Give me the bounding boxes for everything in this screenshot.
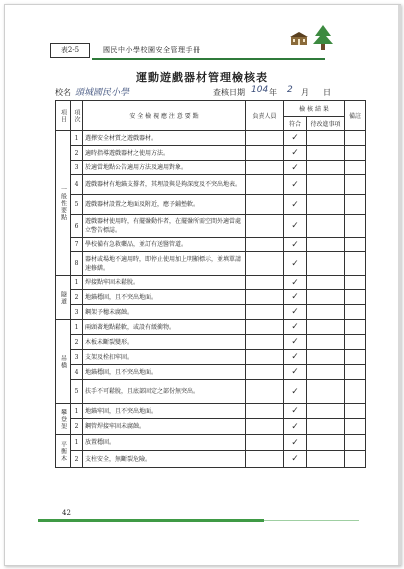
row-owner-cell[interactable] bbox=[246, 404, 284, 419]
row-owner-cell[interactable] bbox=[246, 195, 284, 215]
row-owner-cell[interactable] bbox=[246, 380, 284, 404]
row-owner-cell[interactable] bbox=[246, 215, 284, 238]
row-number: 8 bbox=[71, 252, 83, 276]
row-number: 4 bbox=[71, 365, 83, 380]
header-owner: 負責人員 bbox=[246, 101, 284, 131]
document-title: 運動遊戲器材管理檢核表 bbox=[136, 71, 268, 84]
pass-checkmark[interactable]: ✓ bbox=[284, 276, 307, 290]
pass-checkmark[interactable]: ✓ bbox=[284, 380, 307, 404]
improve-cell[interactable] bbox=[307, 380, 345, 404]
table-row bbox=[56, 215, 366, 238]
page-edge-shadow bbox=[398, 5, 401, 565]
table-row bbox=[56, 195, 366, 215]
row-owner-cell[interactable] bbox=[246, 435, 284, 451]
table-row bbox=[56, 305, 366, 320]
row-description: 支架及栓扣牢固。 bbox=[83, 350, 246, 365]
row-description: 扶手不可鬆脫，且底部固定之部份無突出。 bbox=[83, 380, 246, 404]
header-item: 項目 bbox=[56, 101, 71, 131]
row-owner-cell[interactable] bbox=[246, 146, 284, 161]
improve-cell[interactable] bbox=[307, 131, 345, 146]
header-improve: 待改進事項 bbox=[307, 117, 345, 131]
row-number: 1 bbox=[71, 131, 83, 146]
pass-checkmark[interactable]: ✓ bbox=[284, 175, 307, 195]
pass-checkmark[interactable]: ✓ bbox=[284, 435, 307, 451]
remark-cell[interactable] bbox=[345, 175, 366, 195]
table-row bbox=[56, 350, 366, 365]
row-description: 地錨牢固，且不突出地面。 bbox=[83, 404, 246, 419]
remark-cell[interactable] bbox=[345, 305, 366, 320]
pass-checkmark[interactable]: ✓ bbox=[284, 419, 307, 435]
row-number: 6 bbox=[71, 215, 83, 238]
remark-cell[interactable] bbox=[345, 419, 366, 435]
row-description: 遊戲器材使用時，有擺盪動作者，在擺盪所需空間外適當處立警告標誌。 bbox=[83, 215, 246, 238]
remark-cell[interactable] bbox=[345, 451, 366, 468]
month-label: 月 bbox=[301, 88, 309, 97]
remark-cell[interactable] bbox=[345, 320, 366, 335]
table-row bbox=[56, 435, 366, 451]
row-owner-cell[interactable] bbox=[246, 305, 284, 320]
table-row bbox=[56, 404, 366, 419]
row-number: 2 bbox=[71, 146, 83, 161]
remark-cell[interactable] bbox=[345, 335, 366, 350]
form-header-line bbox=[55, 85, 355, 99]
tree-icon bbox=[312, 25, 334, 51]
improve-cell[interactable] bbox=[307, 350, 345, 365]
pass-checkmark[interactable]: ✓ bbox=[284, 350, 307, 365]
remark-cell[interactable] bbox=[345, 350, 366, 365]
row-owner-cell[interactable] bbox=[246, 320, 284, 335]
improve-cell[interactable] bbox=[307, 175, 345, 195]
row-owner-cell[interactable] bbox=[246, 131, 284, 146]
row-number: 5 bbox=[71, 195, 83, 215]
remark-cell[interactable] bbox=[345, 195, 366, 215]
header-result: 檢 核 結 果 bbox=[284, 101, 345, 117]
improve-cell[interactable] bbox=[307, 419, 345, 435]
row-number: 1 bbox=[71, 435, 83, 451]
pass-checkmark[interactable]: ✓ bbox=[284, 161, 307, 175]
table-row bbox=[56, 451, 366, 468]
header-no: 項次 bbox=[71, 101, 83, 131]
group-label: 吊橋 bbox=[56, 320, 71, 404]
row-owner-cell[interactable] bbox=[246, 161, 284, 175]
table-row bbox=[56, 238, 366, 252]
row-number: 1 bbox=[71, 276, 83, 290]
row-number: 1 bbox=[71, 320, 83, 335]
table-tag: 表2-5 bbox=[50, 43, 90, 58]
pass-checkmark[interactable]: ✓ bbox=[284, 238, 307, 252]
improve-cell[interactable] bbox=[307, 238, 345, 252]
row-description: 支柱安全，無斷裂危險。 bbox=[83, 451, 246, 468]
improve-cell[interactable] bbox=[307, 404, 345, 419]
row-description: 學校備有急救藥品，並訂有送醫管道。 bbox=[83, 238, 246, 252]
group-label: 攀登架 bbox=[56, 404, 71, 435]
remark-cell[interactable] bbox=[345, 276, 366, 290]
row-owner-cell[interactable] bbox=[246, 451, 284, 468]
remark-cell[interactable] bbox=[345, 131, 366, 146]
improve-cell[interactable] bbox=[307, 320, 345, 335]
row-description: 兩頭著地點鬆軟，或設有緩衝物。 bbox=[83, 320, 246, 335]
remark-cell[interactable] bbox=[345, 238, 366, 252]
pass-checkmark[interactable]: ✓ bbox=[284, 320, 307, 335]
school-building-icon bbox=[290, 32, 308, 46]
pass-checkmark[interactable]: ✓ bbox=[284, 131, 307, 146]
row-number: 4 bbox=[71, 175, 83, 195]
day-label: 日 bbox=[323, 88, 331, 97]
header-points: 安 全 檢 視 應 注 意 要 點 bbox=[83, 101, 246, 131]
header-pass: 符合 bbox=[284, 117, 307, 131]
row-number: 3 bbox=[71, 350, 83, 365]
table-row bbox=[56, 161, 366, 175]
improve-cell[interactable] bbox=[307, 290, 345, 305]
pass-checkmark[interactable]: ✓ bbox=[284, 146, 307, 161]
improve-cell[interactable] bbox=[307, 252, 345, 276]
improve-cell[interactable] bbox=[307, 195, 345, 215]
row-owner-cell[interactable] bbox=[246, 238, 284, 252]
remark-cell[interactable] bbox=[345, 252, 366, 276]
pass-checkmark[interactable]: ✓ bbox=[284, 195, 307, 215]
pass-checkmark[interactable]: ✓ bbox=[284, 252, 307, 276]
improve-cell[interactable] bbox=[307, 215, 345, 238]
remark-cell[interactable] bbox=[345, 365, 366, 380]
row-description: 於適當地點公告適用方法及適用對象。 bbox=[83, 161, 246, 175]
row-owner-cell[interactable] bbox=[246, 175, 284, 195]
group-label: 一般性要點 bbox=[56, 131, 71, 276]
row-description: 鋼管焊接牢固未腐蝕。 bbox=[83, 419, 246, 435]
improve-cell[interactable] bbox=[307, 365, 345, 380]
row-description: 放置穩固。 bbox=[83, 435, 246, 451]
row-owner-cell[interactable] bbox=[246, 290, 284, 305]
row-description: 器材或場地不適用時，即停止使用加上明顯標示，並填單請速修繕。 bbox=[83, 252, 246, 276]
table-row bbox=[56, 320, 366, 335]
group-label: 平衡木 bbox=[56, 435, 71, 468]
improve-cell[interactable] bbox=[307, 451, 345, 468]
inspection-table bbox=[55, 100, 366, 468]
remark-cell[interactable] bbox=[345, 404, 366, 419]
footer-rule bbox=[38, 519, 264, 522]
table-row bbox=[56, 146, 366, 161]
row-description: 選擇安全材質之遊戲器材。 bbox=[83, 131, 246, 146]
table-row bbox=[56, 419, 366, 435]
row-owner-cell[interactable] bbox=[246, 365, 284, 380]
school-label: 校名 bbox=[55, 88, 71, 97]
table-row bbox=[56, 365, 366, 380]
row-description: 遊戲器材有地錨支撐者，其埋設與是夠深度及不突出地表。 bbox=[83, 175, 246, 195]
pass-checkmark[interactable]: ✓ bbox=[284, 451, 307, 468]
year-handwritten: 104 bbox=[251, 85, 269, 95]
row-number: 3 bbox=[71, 161, 83, 175]
improve-cell[interactable] bbox=[307, 305, 345, 320]
row-owner-cell[interactable] bbox=[246, 350, 284, 365]
remark-cell[interactable] bbox=[345, 435, 366, 451]
manual-title: 國民中小學校園安全管理手冊 bbox=[103, 46, 201, 54]
pass-checkmark[interactable]: ✓ bbox=[284, 404, 307, 419]
date-label: 查核日期 bbox=[213, 88, 245, 97]
row-owner-cell[interactable] bbox=[246, 335, 284, 350]
pass-checkmark[interactable]: ✓ bbox=[284, 335, 307, 350]
row-owner-cell[interactable] bbox=[246, 252, 284, 276]
row-description: 適時指導遊戲器材之使用方法。 bbox=[83, 146, 246, 161]
row-number: 3 bbox=[71, 305, 83, 320]
pass-checkmark[interactable]: ✓ bbox=[284, 215, 307, 238]
row-number: 2 bbox=[71, 335, 83, 350]
improve-cell[interactable] bbox=[307, 146, 345, 161]
row-number: 7 bbox=[71, 238, 83, 252]
row-number: 2 bbox=[71, 419, 83, 435]
header-rule bbox=[92, 58, 325, 60]
table-row bbox=[56, 252, 366, 276]
pass-checkmark[interactable]: ✓ bbox=[284, 305, 307, 320]
row-number: 1 bbox=[71, 404, 83, 419]
header-remark: 備註 bbox=[345, 101, 366, 131]
row-description: 地錨穩固，且不突出地面。 bbox=[83, 290, 246, 305]
table-row bbox=[56, 290, 366, 305]
remark-cell[interactable] bbox=[345, 290, 366, 305]
school-name-handwritten: 頭城國民小學 bbox=[75, 88, 130, 98]
table-row bbox=[56, 131, 366, 146]
row-number: 2 bbox=[71, 451, 83, 468]
improve-cell[interactable] bbox=[307, 335, 345, 350]
row-number: 2 bbox=[71, 290, 83, 305]
row-description: 木板未斷裂變形。 bbox=[83, 335, 246, 350]
table-row bbox=[56, 335, 366, 350]
improve-cell[interactable] bbox=[307, 276, 345, 290]
row-description: 鋼架予穗未腐蝕。 bbox=[83, 305, 246, 320]
footer-rule-thin bbox=[264, 520, 359, 521]
improve-cell[interactable] bbox=[307, 435, 345, 451]
group-label: 隧道 bbox=[56, 276, 71, 320]
year-label: 年 bbox=[269, 88, 277, 97]
pass-checkmark[interactable]: ✓ bbox=[284, 365, 307, 380]
remark-cell[interactable] bbox=[345, 146, 366, 161]
pass-checkmark[interactable]: ✓ bbox=[284, 290, 307, 305]
row-description: 地錨穩固，且不突出地面。 bbox=[83, 365, 246, 380]
row-owner-cell[interactable] bbox=[246, 276, 284, 290]
remark-cell[interactable] bbox=[345, 380, 366, 404]
page-number: 42 bbox=[62, 509, 71, 517]
row-description: 遊戲器材設置之地面及附近，應予鋪墊軟。 bbox=[83, 195, 246, 215]
month-handwritten: 2 bbox=[287, 85, 293, 95]
row-owner-cell[interactable] bbox=[246, 419, 284, 435]
row-description: 焊接點牢固未鬆脫。 bbox=[83, 276, 246, 290]
row-number: 5 bbox=[71, 380, 83, 404]
remark-cell[interactable] bbox=[345, 215, 366, 238]
table-row bbox=[56, 175, 366, 195]
table-row bbox=[56, 276, 366, 290]
table-row bbox=[56, 380, 366, 404]
improve-cell[interactable] bbox=[307, 161, 345, 175]
remark-cell[interactable] bbox=[345, 161, 366, 175]
